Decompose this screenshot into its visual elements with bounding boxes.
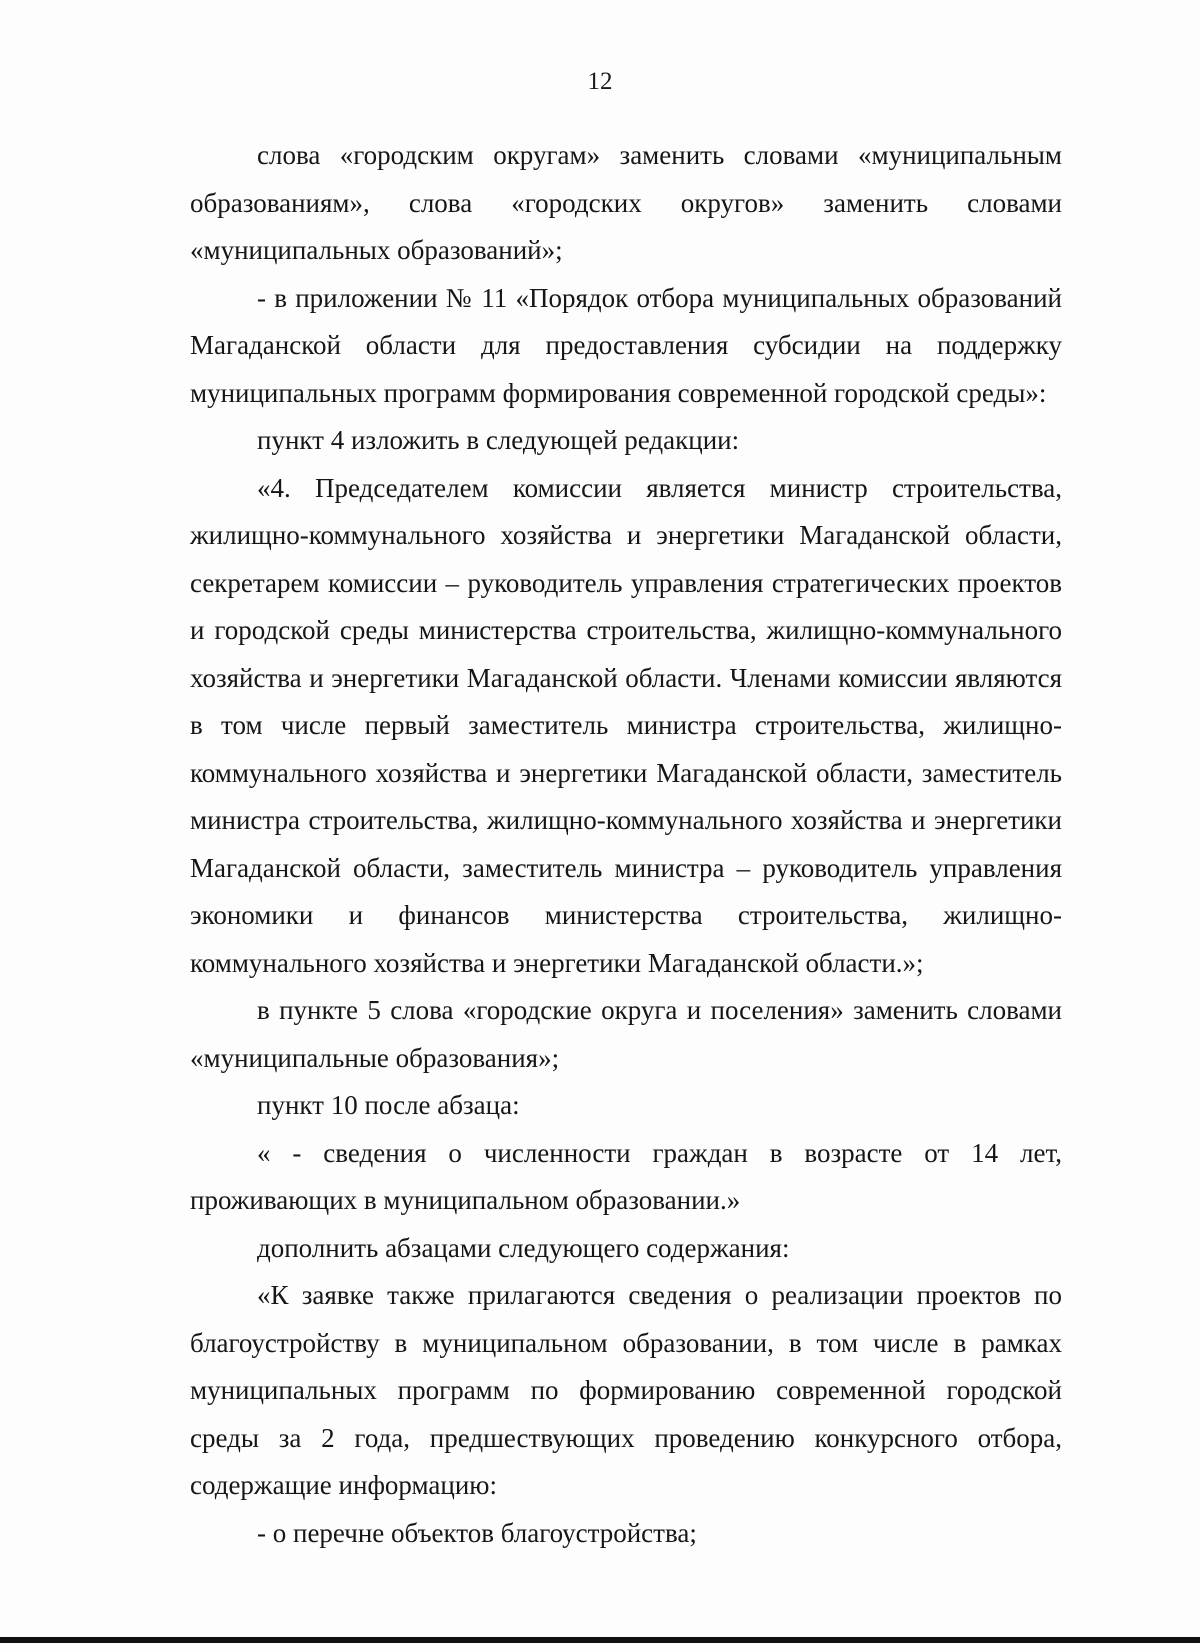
paragraph: пункт 4 изложить в следующей редакции: <box>257 425 740 455</box>
paragraph: - в приложении № 11 «Порядок отбора муниципальных образований Магаданской области для предоставления субсидии на поддержку муниципальных программ формирования современной городской среды»: <box>190 282 1062 408</box>
paragraph: дополнить абзацами следующего содержания: <box>257 1232 790 1263</box>
paragraph: «4. Председателем комиссии является министр строительства, жилищно-коммунального хозяйства и энергетики Магаданской области, секретарем комиссии – руководитель управления стратегических проектов и городской среды министерства строительства, жилищно-коммунального хозяйства и энергетики Магаданской области. Членами комиссии являются в том числе первый заместитель министра строительства, жилищно-коммунального хозяйства и энергетики Магаданской области, заместитель министра строительства, жилищно-коммунального хозяйства и энергетики Магаданской области, заместитель министра – руководитель управления экономики и финансов министерства строительства, жилищно-коммунального хозяйства и энергетики Магаданской области.»; <box>190 472 1062 978</box>
paragraph: слова «городским округам» заменить словами «муниципальным образованиям», слова «городских округов» заменить словами «муниципальных образований»; <box>190 140 1062 265</box>
document-body <box>190 132 1062 1557</box>
paragraph: « - сведения о численности граждан в возрасте от 14 лет, проживающих в муниципальном образовании.» <box>190 1137 1062 1215</box>
paragraph: «К заявке также прилагаются сведения о реализации проектов по благоустройству в муниципальном образовании, в том числе в рамках муниципальных программ по формированию современной городской среды за 2 года, предшествующих проведению конкурсного отбора, содержащие информацию: <box>190 1280 1062 1500</box>
paragraph: в пункте 5 слова «городские округа и поселения» заменить словами «муниципальные образования»; <box>190 995 1062 1073</box>
paragraph: пункт 10 после абзаца: <box>257 1090 520 1120</box>
bottom-rule <box>0 1637 1200 1643</box>
paragraph: - о перечне объектов благоустройства; <box>257 1517 697 1548</box>
page-number: 12 <box>587 68 613 95</box>
